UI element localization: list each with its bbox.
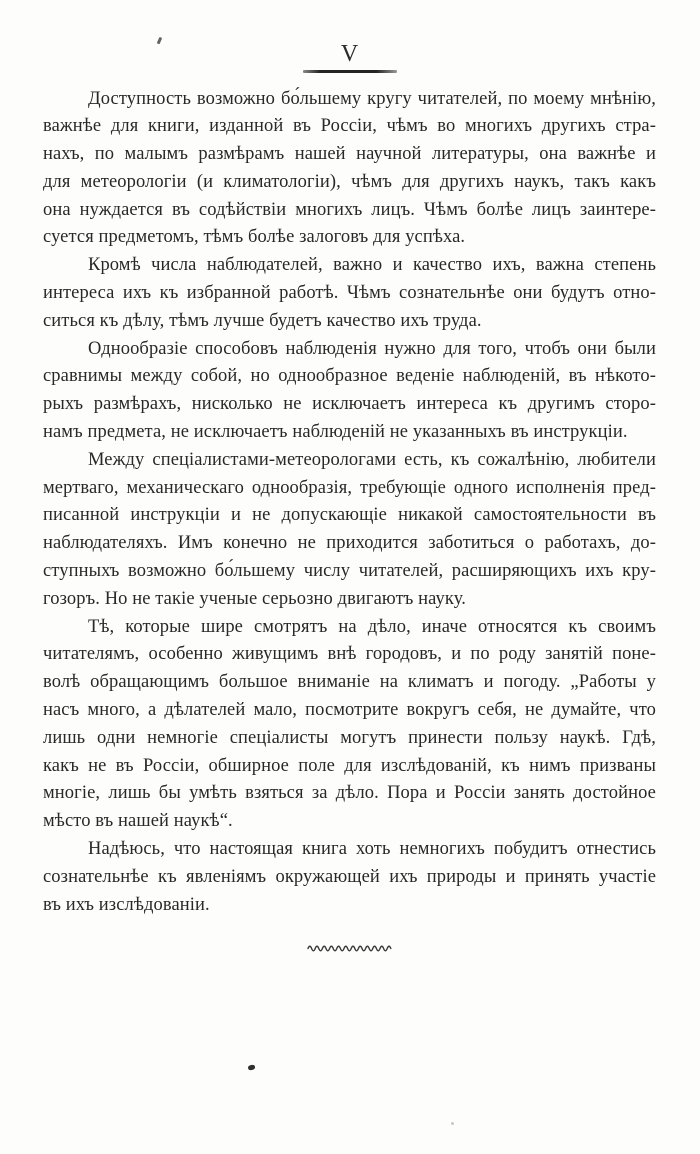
ink-speck	[248, 1065, 256, 1070]
text-line: суется предметомъ, тѣмъ болѣе залоговъ для успѣха.	[43, 227, 466, 248]
text-line: насъ много, а дѣлателей мало, посмотрите вокругъ себя, не думайте, что	[43, 700, 656, 721]
text-block	[43, 86, 656, 920]
text-line: сравнимы между собой, но однообразное веденіе наблюденій, въ нѣкото-	[43, 366, 656, 387]
text-line: интереса ихъ къ избранной работѣ. Чѣмъ сознательнѣе они будутъ отно-	[43, 283, 656, 304]
text-line: писанной инструкціи и не допускающіе никакой самостоятельности въ	[43, 505, 656, 526]
text-line: рыхъ размѣрахъ, нисколько не исключаетъ интереса къ другимъ сторо-	[43, 394, 656, 415]
text-line: для метеорологіи (и климатологіи), чѣмъ для другихъ наукъ, такъ какъ	[43, 171, 656, 192]
text-line: гозоръ. Но не такіе ученые серьозно двигаютъ науку.	[43, 588, 466, 609]
text-line: читателямъ, особенно живущимъ внѣ городовъ, и по роду занятій поне-	[43, 644, 656, 665]
text-line: какъ не въ Россіи, обширное поле для изслѣдованій, къ нимъ призваны	[43, 755, 656, 776]
text-line: Надѣюсь, что настоящая книга хоть немногихъ побудитъ отнестись	[88, 839, 656, 860]
ink-speck	[451, 1122, 454, 1125]
text-line: Однообразіе способовъ наблюденія нужно для того, чтобъ они были	[88, 338, 656, 359]
paragraph	[43, 836, 656, 919]
paragraph	[43, 614, 656, 836]
paragraph	[43, 86, 656, 253]
text-line: въ ихъ изслѣдованіи.	[43, 894, 210, 915]
wave-ornament-icon	[307, 943, 394, 953]
text-line: Между спеціалистами-метеорологами есть, къ сожалѣнію, любители	[88, 449, 656, 470]
text-line: сознательнѣе къ явленіямъ окружающей ихъ природы и принять участіе	[43, 866, 656, 887]
paragraph	[43, 336, 656, 447]
text-line: она нуждается въ содѣйствіи многихъ лицъ. Чѣмъ болѣе лицъ заинтере-	[43, 199, 656, 220]
text-line: мѣсто въ нашей наукѣ“.	[43, 811, 233, 832]
text-line: волѣ обращающимъ большое вниманіе на климатъ и погоду. „Работы у	[43, 672, 656, 693]
paragraph	[43, 447, 656, 614]
text-line: нахъ, по малымъ размѣрамъ нашей научной литературы, она важнѣе и	[43, 144, 656, 165]
text-line: наблюдателяхъ. Имъ конечно не приходится заботиться о работахъ, до-	[43, 533, 656, 554]
page-header	[0, 0, 700, 73]
page-number-rule	[303, 70, 397, 73]
text-line: ситься къ дѣлу, тѣмъ лучше будетъ качество ихъ труда.	[43, 310, 482, 331]
text-line: Кромѣ числа наблюдателей, важно и качество ихъ, важна степень	[88, 255, 656, 276]
ornament-row	[0, 943, 700, 961]
text-line: Тѣ, которые шире смотрятъ на дѣло, иначе относятся къ своимъ	[88, 616, 656, 637]
text-line: Доступность возможно бо́льшему кругу читателей, по моему мнѣнію,	[88, 88, 656, 109]
paragraph	[43, 252, 656, 335]
text-line: важнѣе для книги, изданной въ Россіи, чѣмъ во многихъ другихъ стра-	[43, 116, 656, 137]
text-line: мертваго, механическаго однообразія, требующіе одного исполненія пред-	[43, 477, 656, 498]
text-line: лишь одни немногіе спеціалисты могутъ принести пользу наукѣ. Гдѣ,	[43, 727, 656, 748]
text-line: намъ предмета, не исключаетъ наблюденій не указанныхъ въ инструкціи.	[43, 422, 628, 443]
page-number: V	[340, 41, 360, 67]
text-line: ступныхъ возможно бо́льшему числу читателей, расширяющихъ ихъ кру-	[43, 561, 656, 582]
text-line: многіе, лишь бы умѣть взяться за дѣло. Пора и Россіи занять достойное	[43, 783, 656, 804]
